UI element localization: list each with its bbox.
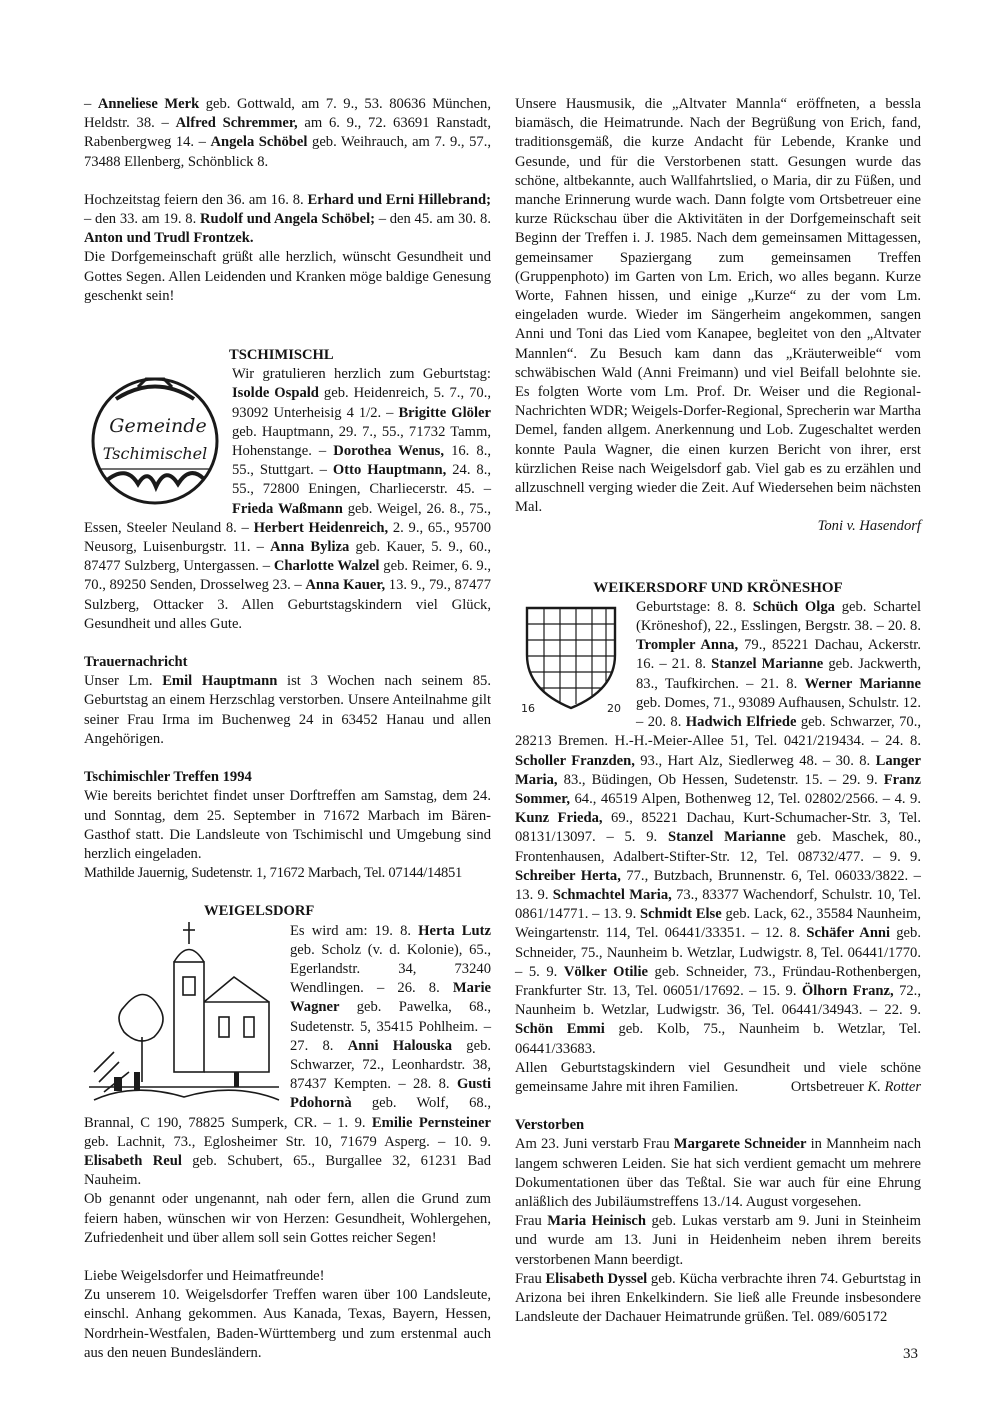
tschimischl-heading: TSCHIMISCHL [229,347,334,364]
svg-text:16: 16 [521,701,535,715]
note-dyssel: Frau Elisabeth Dyssel geb. Kücha verbrachte ihren 74. Geburtstag in Arizona bei ihren Enkelkindern. Sie ließ alle Freunde insbesondere Landsleute der Dachauer Heimatrunde grüßen. Tel. 089/605172 [515,1270,921,1326]
weigelsdorf-birthdays: Es wird am: 19. 8. Herta Lutz geb. Scholz (v. d. Kolonie), 65., Egerlandstr. 34, 73240 Wendlingen. – 26. 8. Marie Wagner geb. Pawelka, 68., Sudetenstr. 5, 35415 Pohlheim. – 27. 8. Anni Halouska geb. Schwarzer, 72., Leonhardstr. 38, 87437 Kempten. – 28. 8. Gusti Pdohornà geb. Wolf, 68., Brannal, C 190, 78825 Sumperk, CR. – 1. 9. Emilie Pernsteiner geb. Lachnit, 73., Eglosheimer Str. 10, 71679 Asperg. – 10. 9. Elisabeth Reul geb. Schubert, 65., Burgallee 32, 61231 Bad Nauheim. [84,922,492,1189]
svg-text:20: 20 [607,701,621,715]
right-column [515,95,921,1327]
svg-text:Tschimischel: Tschimischel [102,444,208,464]
weikersdorf-birthdays: Geburtstage: 8. 8. Schüch Olga geb. Schartel (Kröneshof), 22., Esslingen, Bergstr. 38. – 20. 8. Trompler Anna, 79., 85221 Dachau, Ackerstr. 16. – 21. 8. Stanzel Marianne geb. Jackwerth, 83., Taufkirchen. – 21. 8. Werner Marianne geb. Domes, 71., 93089 Aufhausen, Schulstr. 12. – 20. 8. Hadwich Elfriede geb. Schwarzer, 70., 28213 Bremen. H.-H.-Meier-Allee 51, Tel. 0421/219434. – 24. 8. Scholler Franzden, 93., Hart Alz, Siedlerweg 48. – 30. 8. Langer Maria, 83., Büdingen, Ob Hessen, Sudetenstr. 15. – 29. 9. Franz Sommer, 64., 46519 Alpen, Bothenweg 12, Tel. 02802/2566. – 4. 9. Kunz Frieda, 69., 85221 Dachau, Kurt-Schumacher-Str. 3, Tel. 08131/13097. – 5. 9. Stanzel Marianne geb. Maschek, 80., Frontenhausen, Adalbert-Stifter-Str. 12, Tel. 08732/477. – 9. 9. Schreiber Herta, 77., Butzbach, Brunnenstr. 6, Tel. 06033/3822. – 13. 9. Schmachtel Maria, 73., 83377 Wachendorf, Schulstr. 10, Tel. 0861/14771. – 13. 9. Schmidt Else geb. Lack, 62., 35584 Naunheim, Weingartenstr. 114, Tel. 06441/33351. – 12. 8. Schäfer Anni geb. Schneider, 75., Naunheim b. Wetzlar, Ludwigstr. 8, Tel. 06441/1770. – 5. 9. Völker Otilie geb. Schneider, 73., Fründau-Rothenbergen, Frankfurter Str. 13, Tel. 06051/17692. – 15. 9. Ölhorn Franz, 72., Naunheim b. Wetzlar, Ludwigstr. 36, Tel. 06441/34943. – 22. 9. Schön Emmi geb. Kolb, 75., Naunheim b. Wetzlar, Tel. 06441/33683. [515,598,922,1057]
weikersdorf-shield [515,600,630,715]
weikersdorf-heading: WEIKERSDORF UND KRÖNESHOF [593,579,843,596]
tschimischl-birthdays: Wir gratulieren herzlich zum Geburtstag: Isolde Ospald geb. Heidenreich, 5. 7., 70., 93092 Unterheisig 4 1/2. – Brigitte Glöler geb. Hauptmann, 29. 7., 55., 71732 Tamm, Hohenstange. – Dorothea Wenus, 16. 8., 55., Stuttgart. – Otto Hauptmann, 24. 8., 55., 72800 Eningen, Charliecerstr. 45. – Frieda Waßmann geb. Weigel, 26. 8., 75., Essen, Steeler Neuland 8. – Herbert Heidenreich, 2. 9., 65., 95700 Neusorg, Luisenburgstr. 11. – Anna Byliza geb. Kauer, 5. 9., 60., 87477 Sulzberg, Untergassen. – Charlotte Walzel geb. Reimer, 6. 9., 70., 89250 Senden, Drosselweg 23. – Anna Kauer, 13. 9., 79., 87477 Sulzberg, Ottacker 3. Allen Geburtstagskindern viel Glück, Gesundheit und alles Gute. [84,366,492,632]
left-column [84,95,491,1363]
treffen-text: Wie bereits berichtet findet unser Dorftreffen am Samstag, dem 24. und Sonntag, dem 25. September in 71672 Marbach im Bären-Gasthof statt. Die Landsleute von Tschimischl und Umgebung sind herzlich eingeladen. [84,788,491,862]
verstorben-heading: Verstorben [515,1117,585,1134]
trauer-text: Unser Lm. Emil Hauptmann ist 3 Wochen nach seinem 85. Geburtstag an einem Herzschlag verstorben. Unsere Anteilnahme gilt seiner Frau Irma im Buchenweg 24 in 63452 Hanau und allen Angehörigen. [84,673,491,747]
page-number: 33 [903,1346,918,1362]
weigelsdorf-salutation: Liebe Weigelsdorfer und Heimatfreunde! [84,1267,325,1284]
obituary-heinisch: Frau Maria Heinisch geb. Lukas verstarb am 9. Juni in Steinheim und wurde am 13. Juni in Heidenheim neben ihrem bereits verstorbenen Mann beerdigt. [515,1213,921,1268]
weigelsdorf-report-continued: Unsere Hausmusik, die „Altvater Mannla“ eröffneten, a bessla biamäsch, die Heimatrunde. Nach der Begrüßung von Erich, fand, traditionsgemäß, die kurze Andacht für Lebende, Kranke und Gesunde, und für die Verstorbenen statt. Gesungen wurde das schöne, altbekannte, auch Wallfahrtslied, o Maria, dir zu Füßen, und manche Erinnerung wurde wach. Dann folgte vom Ortsbetreuer eine kurze Rückschau über die Aktivitäten in der Dorfgemeinschaft seit Beginn der Treffen i. J. 1985. Nach dem gemeinsamen Mittagessen, gemeinsamer Spaziergang zum gemeinsamen Treffen (Gruppenphoto) im Garten von Lm. Erich, wo alles begann. Kurze Worte, Fahnen hissen, und einige „Kurze“ zu der vom Lm. eingeladen wurde. Wieder im Sängerheim angekommen, sangen Anni und Toni das Lied vom Kanapee, begleitet von den „Altvater Mannlen“. Zu Besuch kam dann das „Kräuterweible“ vom schwäbischen Wald (Anni Freimann) und viel Beifall belohnte sie. Es folgten Worte vom Lm. Prof. Dr. Weiser und die Regional-Nachrichten WDR; Weigels-Dorfer-Regional, Sprecherin war Martha Demel, fanden allgem. Anerkennung und Lob. Zugeschaltet werden konnte Paula Wagner, die einen kurzen Bericht von ihrer, erst kürzlichen Reise nach Weigelsdorf gab. Viel gab es zu erzählen und allzuschnell verging wieder die Zeit. Auf Wiedersehen beim nächsten Mal. [515,96,921,516]
tschimischl-emblem [86,369,224,509]
treffen-heading: Tschimischler Treffen 1994 [84,769,252,786]
weikersdorf-section [515,598,921,1059]
trauer-heading: Trauernachricht [84,654,188,671]
report-signature: Toni v. Hasendorf [817,518,921,535]
church-illustration [84,922,284,1102]
weikersdorf-closing: Allen Geburtstagskindern viel Gesundheit und viele schöne gemeinsame Jahre mit ihren Familien. Ortsbetreuer K. Rotter [515,1059,921,1095]
birthday-list-intro: – Anneliese Merk geb. Gottwald, am 7. 9., 53. 80636 München, Heldstr. 38. – Alfred Schremmer, am 6. 9., 72. 63691 Ranstadt, Rabenbergweg 14. – Angela Schöbel geb. Weihrauch, am 7. 9., 57., 73488 Ellenberg, Schönblick 8. [84,96,491,170]
wedding-anniversaries: Hochzeitstag feiern den 36. am 16. 8. Erhard und Erni Hillebrand; – den 33. am 19. 8. Rudolf und Angela Schöbel; – den 45. am 30. 8. Anton und Trudl Frontzek. [84,191,492,247]
weigelsdorf-report: Zu unserem 10. Weigelsdorfer Treffen waren über 100 Landsleute, einschl. Anhang gekommen. Aus Kanada, Texas, Bayern, Hessen, Nordrhein-Westfalen, Baden-Württemberg und zum erstenmal auch aus den neuen Bundesländern. [84,1287,491,1361]
tschimischl-section [84,365,491,634]
obituary-schneider: Am 23. Juni verstarb Frau Margarete Schneider in Mannheim nach langem schweren Leiden. Sie hat sich verdient gemacht um mehrere Dokumentationen über das Teßtal. Sie war auch für eine Ehrung anläßlich des Jubiläumstreffens 13./14. August vorgesehen. [515,1136,921,1210]
treffen-contact: Mathilde Jauernig, Sudetenstr. 1, 71672 Marbach, Tel. 07144/14851 [84,865,463,882]
weigelsdorf-section [84,922,491,1191]
svg-text:Gemeinde: Gemeinde [109,415,207,438]
community-greeting: Die Dorfgemeinschaft grüßt alle herzlich, wünscht Gesundheit und Gottes Segen. Allen Leidenden und Kranken möge baldige Genesung geschenkt sein! [84,249,491,304]
weigelsdorf-heading: WEIGELSDORF [204,903,315,920]
weigelsdorf-wishes: Ob genannt oder ungenannt, nah oder fern, allen die Grund zum feiern haben, wünschen wir von Herzen: Gesundheit, Wohlergehen, Zufriedenheit und über allem soll sein Gottes reicher Segen! [84,1191,491,1246]
